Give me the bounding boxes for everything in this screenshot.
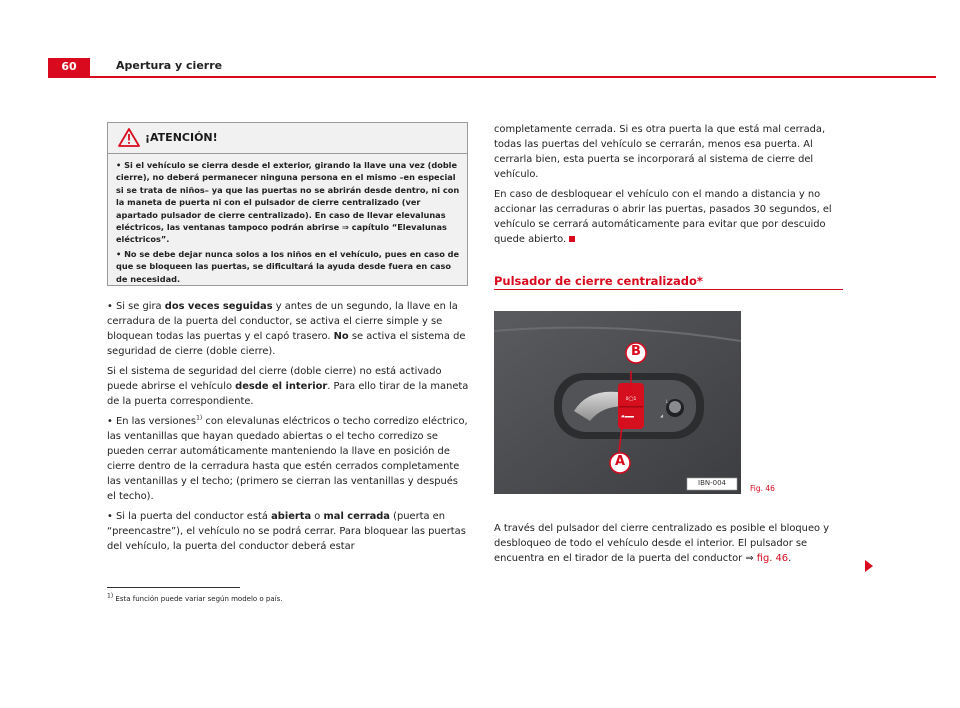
right-column-top [494,122,846,252]
footnote [107,592,283,603]
figure-link[interactable]: fig. 46 [756,553,789,564]
section-header: Apertura y cierre [116,59,223,72]
footnote-ref: 1) [196,414,203,422]
warning-paragraph-2: • No se debe dejar nunca solos a los niños en el vehículo, pues en caso de que se bloqueen las puertas, se dificultará la ayuda desde fuera en caso de necesidad. [116,248,460,284]
text-span: (puerta en “preencastre”), el vehículo no se podrá cerrar. Para bloquear las puertas del vehículo, la puerta del conductor deberá estar [107,511,466,552]
bold-span: desde el interior [235,381,328,392]
figure-door-handle [494,311,741,494]
text-span: . [788,553,792,564]
end-marker-icon [569,236,575,242]
text-span: A través del pulsador del cierre centralizado es posible el bloqueo y desbloqueo de todo el vehículo desde el interior. El pulsador se encuentra en el tirador de la puerta del conductor [494,523,830,564]
page-number: 60 [48,58,90,76]
warning-header [108,123,467,154]
next-page-arrow-icon[interactable] [864,560,874,572]
paragraph-remote-unlock [494,187,846,247]
text-span: . Para ello tirar de la maneta de la puerta correspondiente. [107,381,469,407]
svg-text:0◯1: 0◯1 [625,397,637,402]
paragraph-driver-door [107,509,469,554]
figure-label-a: A [614,454,626,469]
figure-caption: Fig. 46 [750,484,775,493]
text-span: • Si se gira [107,301,165,312]
paragraph-double-turn [107,299,469,359]
warning-triangle-icon [118,128,140,147]
bold-span: No [333,331,349,342]
text-span: En caso de desbloquear el vehículo con el mando a distancia y no accionar las cerraduras o abrir las puertas, pasados 30 segundos, el vehículo se cerrará automáticamente para evitar que por descuido quede abierto. [494,189,832,245]
ref-arrow: ⇒ [745,553,754,564]
bold-span: abierta [271,511,312,522]
footnote-rule [107,587,240,588]
text-span: • Si la puerta del conductor está [107,511,272,522]
warning-title: ¡ATENCIÓN! [145,131,218,144]
paragraph-central-lock [494,521,846,566]
text-span: se activa el sistema de seguridad de cierre (doble cierre). [107,331,466,357]
bold-span: mal cerrada [323,511,390,522]
figure-label-b: B [631,344,641,359]
right-column-bottom [494,521,846,571]
svg-text:L: L [666,399,669,404]
warning-body [108,154,467,285]
figure-code: IBN-004 [698,479,726,487]
section-rule [494,289,843,290]
section-title: Pulsador de cierre centralizado* [494,274,703,288]
paragraph-windows [107,414,469,504]
warning-paragraph-1: • Si el vehículo se cierra desde el exterior, girando la llave una vez (doble cierre), no deberá permanecer ninguna persona en el mismo –en especial si se trata de niños– ya que las puertas no se abrirán desde dentro, ni con la maneta de puerta ni con el pulsador de cierre centralizado (ver apartado pulsador de cierre centralizado). En caso de llevar elevalunas eléctricos, las ventanas tampoco podrán abrirse ⇒ capítulo “Elevalunas eléctricos”. [116,160,460,245]
text-span: con elevalunas eléctricos o techo corredizo eléctrico, las ventanillas que hayan quedado abiertas o el techo corredizo se pueden cerrar automáticamente manteniendo la llave en posición de cierre dentro de la cerradura hasta que estén cerrados completamente las ventanillas y el techo; (primero se cierran las ventanillas y después el techo). [107,416,468,502]
footnote-mark: 1) [107,592,114,600]
paragraph-completely-closed: completamente cerrada. Si es otra puerta la que está mal cerrada, todas las puertas del vehículo se cerrarán, menos esa puerta. Al cerrarla bien, esta puerta se incorporará al sistema de cierre del vehículo. [494,124,826,180]
left-column [107,299,469,559]
bold-span: dos veces seguidas [164,301,273,312]
text-span: o [311,511,324,522]
text-span: Si el sistema de seguridad del cierre (doble cierre) no está activado puede abrirse el vehículo [107,366,442,392]
footnote-text: Esta función puede variar según modelo o país. [113,595,283,603]
text-span: • En las versiones [107,416,197,427]
paragraph-open-inside [107,364,469,409]
text-span: y antes de un segundo, la llave en la cerradura de la puerta del conductor, se activa el cierre simple y se bloquean todas las puertas y el capó trasero. [107,301,458,342]
warning-box [107,122,468,286]
header-rule [48,76,936,78]
svg-text:◢: ◢ [660,413,664,418]
